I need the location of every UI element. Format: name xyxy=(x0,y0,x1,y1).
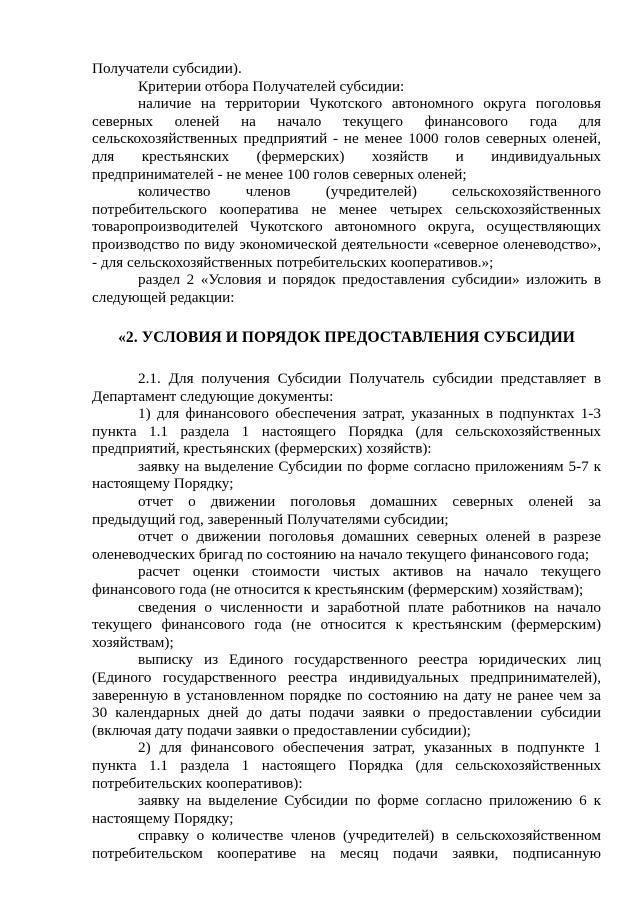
paragraph-item-1: 1) для финансового обеспечения затрат, указанных в подпунктах 1-3 пункта 1.1 раздела 1 настоящего Порядка (для сельскохозяйственных предприятий, крестьянских (фермерских) хозяйств): xyxy=(92,405,601,458)
paragraph-selection-criteria: Критерии отбора Получателей субсидии: xyxy=(138,77,405,95)
paragraph-net-assets: расчет оценки стоимости чистых активов на начало текущего финансового года (не относится к крестьянским (фермерским) хозяйствам); xyxy=(92,563,601,599)
paragraph-section2-amendment: раздел 2 «Условия и порядок предоставления субсидии» изложить в следующей редакции: xyxy=(92,271,601,306)
paragraph-application-cooperative: заявку на выделение Субсидии по форме согласно приложению 6 к настоящему Порядку; xyxy=(92,792,601,827)
paragraph-staff-info: сведения о численности и заработной плате работников на начало текущего финансового года (не относится к крестьянским (фермерским) хозяйствам); xyxy=(92,598,601,651)
paragraph-herd-report-brigades: отчет о движении поголовья домашних северных оленей в разрезе оленеводческих бригад по состоянию на начало текущего финансового года; xyxy=(92,528,601,563)
paragraph-application: заявку на выделение Субсидии по форме согласно приложениям 5-7 к настоящему Порядку; xyxy=(92,457,601,493)
paragraph-criterion-herd-size: наличие на территории Чукотского автономного округа поголовья северных оленей на начало текущего финансового года для сельскохозяйственных предприятий - не менее 1000 голов северных оленей, для крестьянских (фермерских) хозяйств и индивидуальных предпринимателей - не менее 100 голов северных оленей; xyxy=(92,95,601,183)
paragraph-2-1: 2.1. Для получения Субсидии Получатель субсидии представляет в Департамент следующие документы: xyxy=(92,369,601,405)
paragraph-item-2: 2) для финансового обеспечения затрат, указанных в подпункте 1 пункта 1.1 раздела 1 настоящего Порядка (для сельскохозяйственных потребительских кооперативов): xyxy=(92,739,601,792)
paragraph-criterion-cooperative-members: количество членов (учредителей) сельскохозяйственного потребительского кооператива не менее четырех сельскохозяйственных товаропроизводителей Чукотского автономного округа, осуществляющих производство по виду экономической деятельности «северное оленеводство», - для сельскохозяйственных потребительских кооперативов.»; xyxy=(92,183,601,271)
paragraph-herd-report-prev-year: отчет о движении поголовья домашних северных оленей за предыдущий год, заверенный Получателями субсидии; xyxy=(92,493,601,528)
paragraph-registry-extract: выписку из Единого государственного реестра юридических лиц (Единого государственного реестра индивидуальных предпринимателей), заверенную в установленном порядке по состоянию на дату не ранее чем за 30 календарных дней до даты подачи заявки о предоставлении субсидии (включая дату подачи заявки о предоставлении субсидии); xyxy=(92,651,601,739)
document-body xyxy=(92,60,601,863)
section-heading: «2. УСЛОВИЯ И ПОРЯДОК ПРЕДОСТАВЛЕНИЯ СУБСИДИИ xyxy=(118,329,575,347)
paragraph-recipients-end: Получатели субсидии). xyxy=(92,60,242,77)
paragraph-member-count-certificate: справку о количестве членов (учредителей) в сельскохозяйственном потребительском кооперативе на месяц подачи заявки, подписанную xyxy=(92,827,601,862)
